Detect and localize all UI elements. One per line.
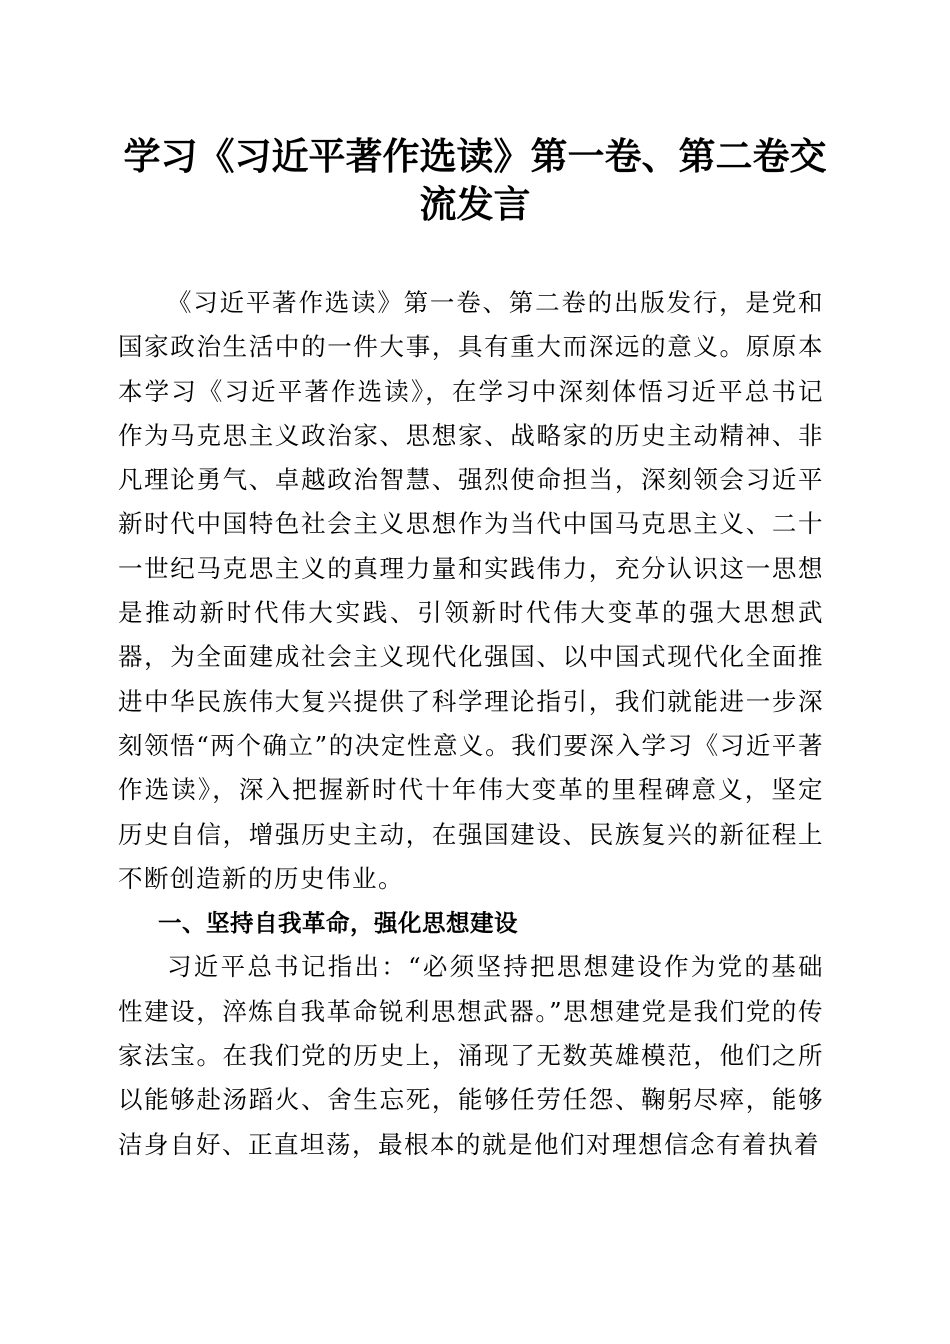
document-title: 学习《习近平著作选读》第一卷、第二卷交流发言 <box>123 134 827 226</box>
intro-paragraph: 《习近平著作选读》第一卷、第二卷的出版发行，是党和国家政治生活中的一件大事，具有重大而深远的意义。原原本本学习《习近平著作选读》，在学习中深刻体悟习近平总书记作为马克思主义政治家、思想家、战略家的历史主动精神、非凡理论勇气、卓越政治智慧、强烈使命担当，深刻领会习近平新时代中国特色社会主义思想作为当代中国马克思主义、二十一世纪马克思主义的真理力量和实践伟力，充分认识这一思想是推动新时代伟大实践、引领新时代伟大变革的强大思想武器，为全面建成社会主义现代化强国、以中国式现代化全面推进中华民族伟大复兴提供了科学理论指引，我们就能进一步深刻领悟“两个确立”的决定性意义。我们要深入学习《习近平著作选读》，深入把握新时代十年伟大变革的里程碑意义，坚定历史自信，增强历史主动，在强国建设、民族复兴的新征程上不断创造新的历史伟业。 <box>118 288 824 893</box>
document-body <box>118 281 824 1167</box>
section-heading: 一、坚持自我革命，强化思想建设 <box>158 909 518 938</box>
section-paragraph: 习近平总书记指出：“必须坚持把思想建设作为党的基础性建设，淬炼自我革命锐利思想武器。”思想建党是我们党的传家法宝。在我们党的历史上，涌现了无数英雄模范，他们之所以能够赴汤蹈火、舍生忘死，能够任劳任怨、鞠躬尽瘁，能够洁身自好、正直坦荡，最根本的就是他们对理想信念有着执着 <box>118 952 824 1159</box>
